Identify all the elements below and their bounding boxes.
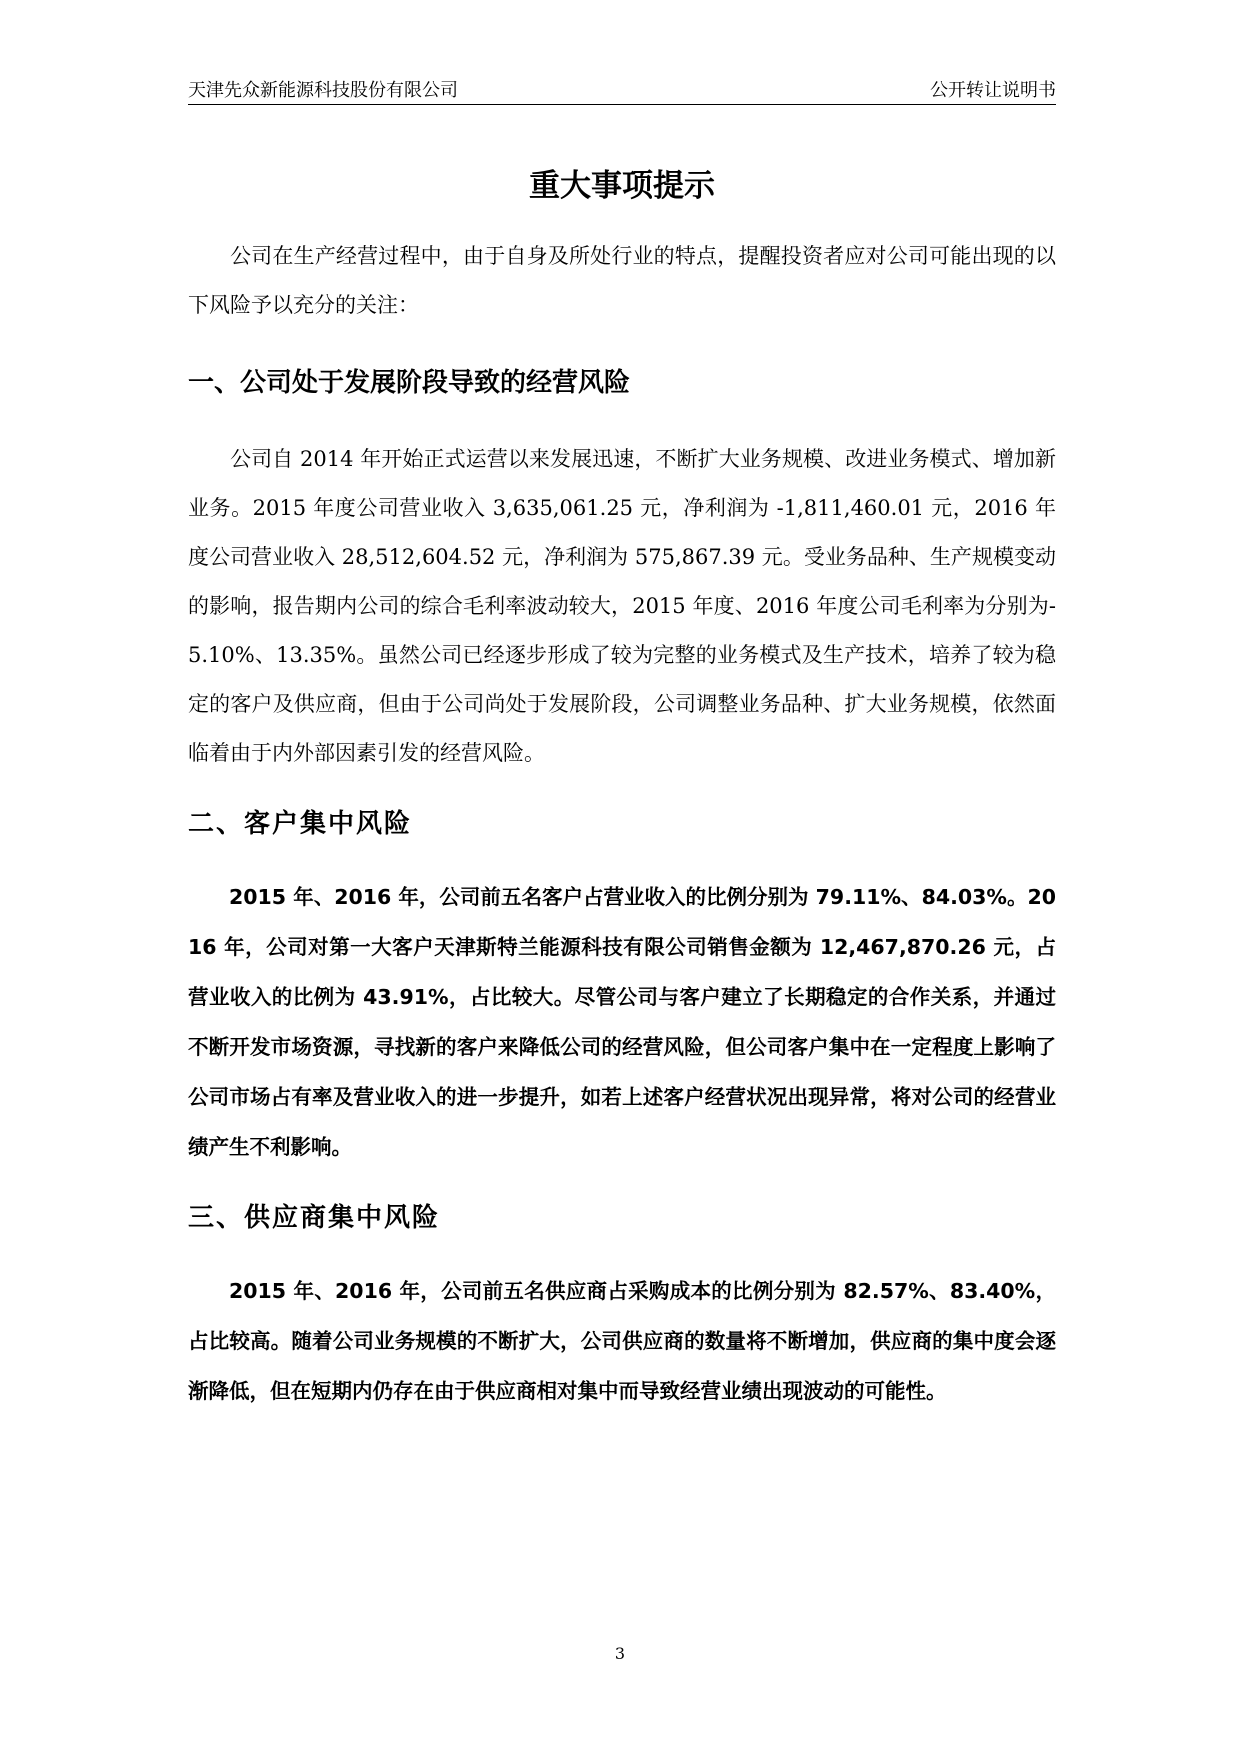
section-body-operating-risk: 公司自 2014 年开始正式运营以来发展迅速，不断扩大业务规模、改进业务模式、增加新业务。2015 年度公司营业收入 3,635,061.25 元，净利润为 -1,811,460.01 元，2016 年度公司营业收入 28,512,604.52 元，净利润为 575,867.39 元。受业务品种、生产规模变动的影响，报告期内公司的综合毛利率波动较大，2015 年度、2016 年度公司毛利率为分别为-5.10%、13.35%。虽然公司已经逐步形成了较为完整的业务模式及生产技术，培养了较为稳定的客户及供应商，但由于公司尚处于发展阶段，公司调整业务品种、扩大业务规模，依然面临着由于内外部因素引发的经营风险。	[188, 447, 1056, 765]
page-title: 重大事项提示	[529, 168, 715, 204]
page-header	[188, 76, 1056, 105]
section-heading-supplier-concentration: 三、供应商集中风险	[188, 1203, 441, 1233]
document-body	[188, 232, 1056, 1416]
header-company-name: 天津先众新能源科技股份有限公司	[188, 80, 458, 101]
page-number: 3	[614, 1644, 626, 1663]
section-body-customer-concentration: 2015 年、2016 年，公司前五名客户占营业收入的比例分别为 79.11%、84.03%。2016 年，公司对第一大客户天津斯特兰能源科技有限公司销售金额为 12,467,870.26 元，占营业收入的比例为 43.91%，占比较大。尽管公司与客户建立了长期稳定的合作关系，并通过不断开发市场资源，寻找新的客户来降低公司的经营风险，但公司客户集中在一定程度上影响了公司市场占有率及营业收入的进一步提升，如若上述客户经营状况出现异常，将对公司的经营业绩产生不利影响。	[188, 885, 1056, 1159]
intro-paragraph: 公司在生产经营过程中，由于自身及所处行业的特点，提醒投资者应对公司可能出现的以下风险予以充分的关注：	[188, 244, 1056, 317]
section-heading-operating-risk: 一、公司处于发展阶段导致的经营风险	[188, 368, 631, 398]
section-heading-customer-concentration: 二、客户集中风险	[188, 809, 413, 839]
header-document-type: 公开转让说明书	[930, 80, 1056, 101]
section-body-supplier-concentration: 2015 年、2016 年，公司前五名供应商占采购成本的比例分别为 82.57%、83.40%，占比较高。随着公司业务规模的不断扩大，公司供应商的数量将不断增加，供应商的集中度会逐渐降低，但在短期内仍存在由于供应商相对集中而导致经营业绩出现波动的可能性。	[188, 1279, 1056, 1403]
